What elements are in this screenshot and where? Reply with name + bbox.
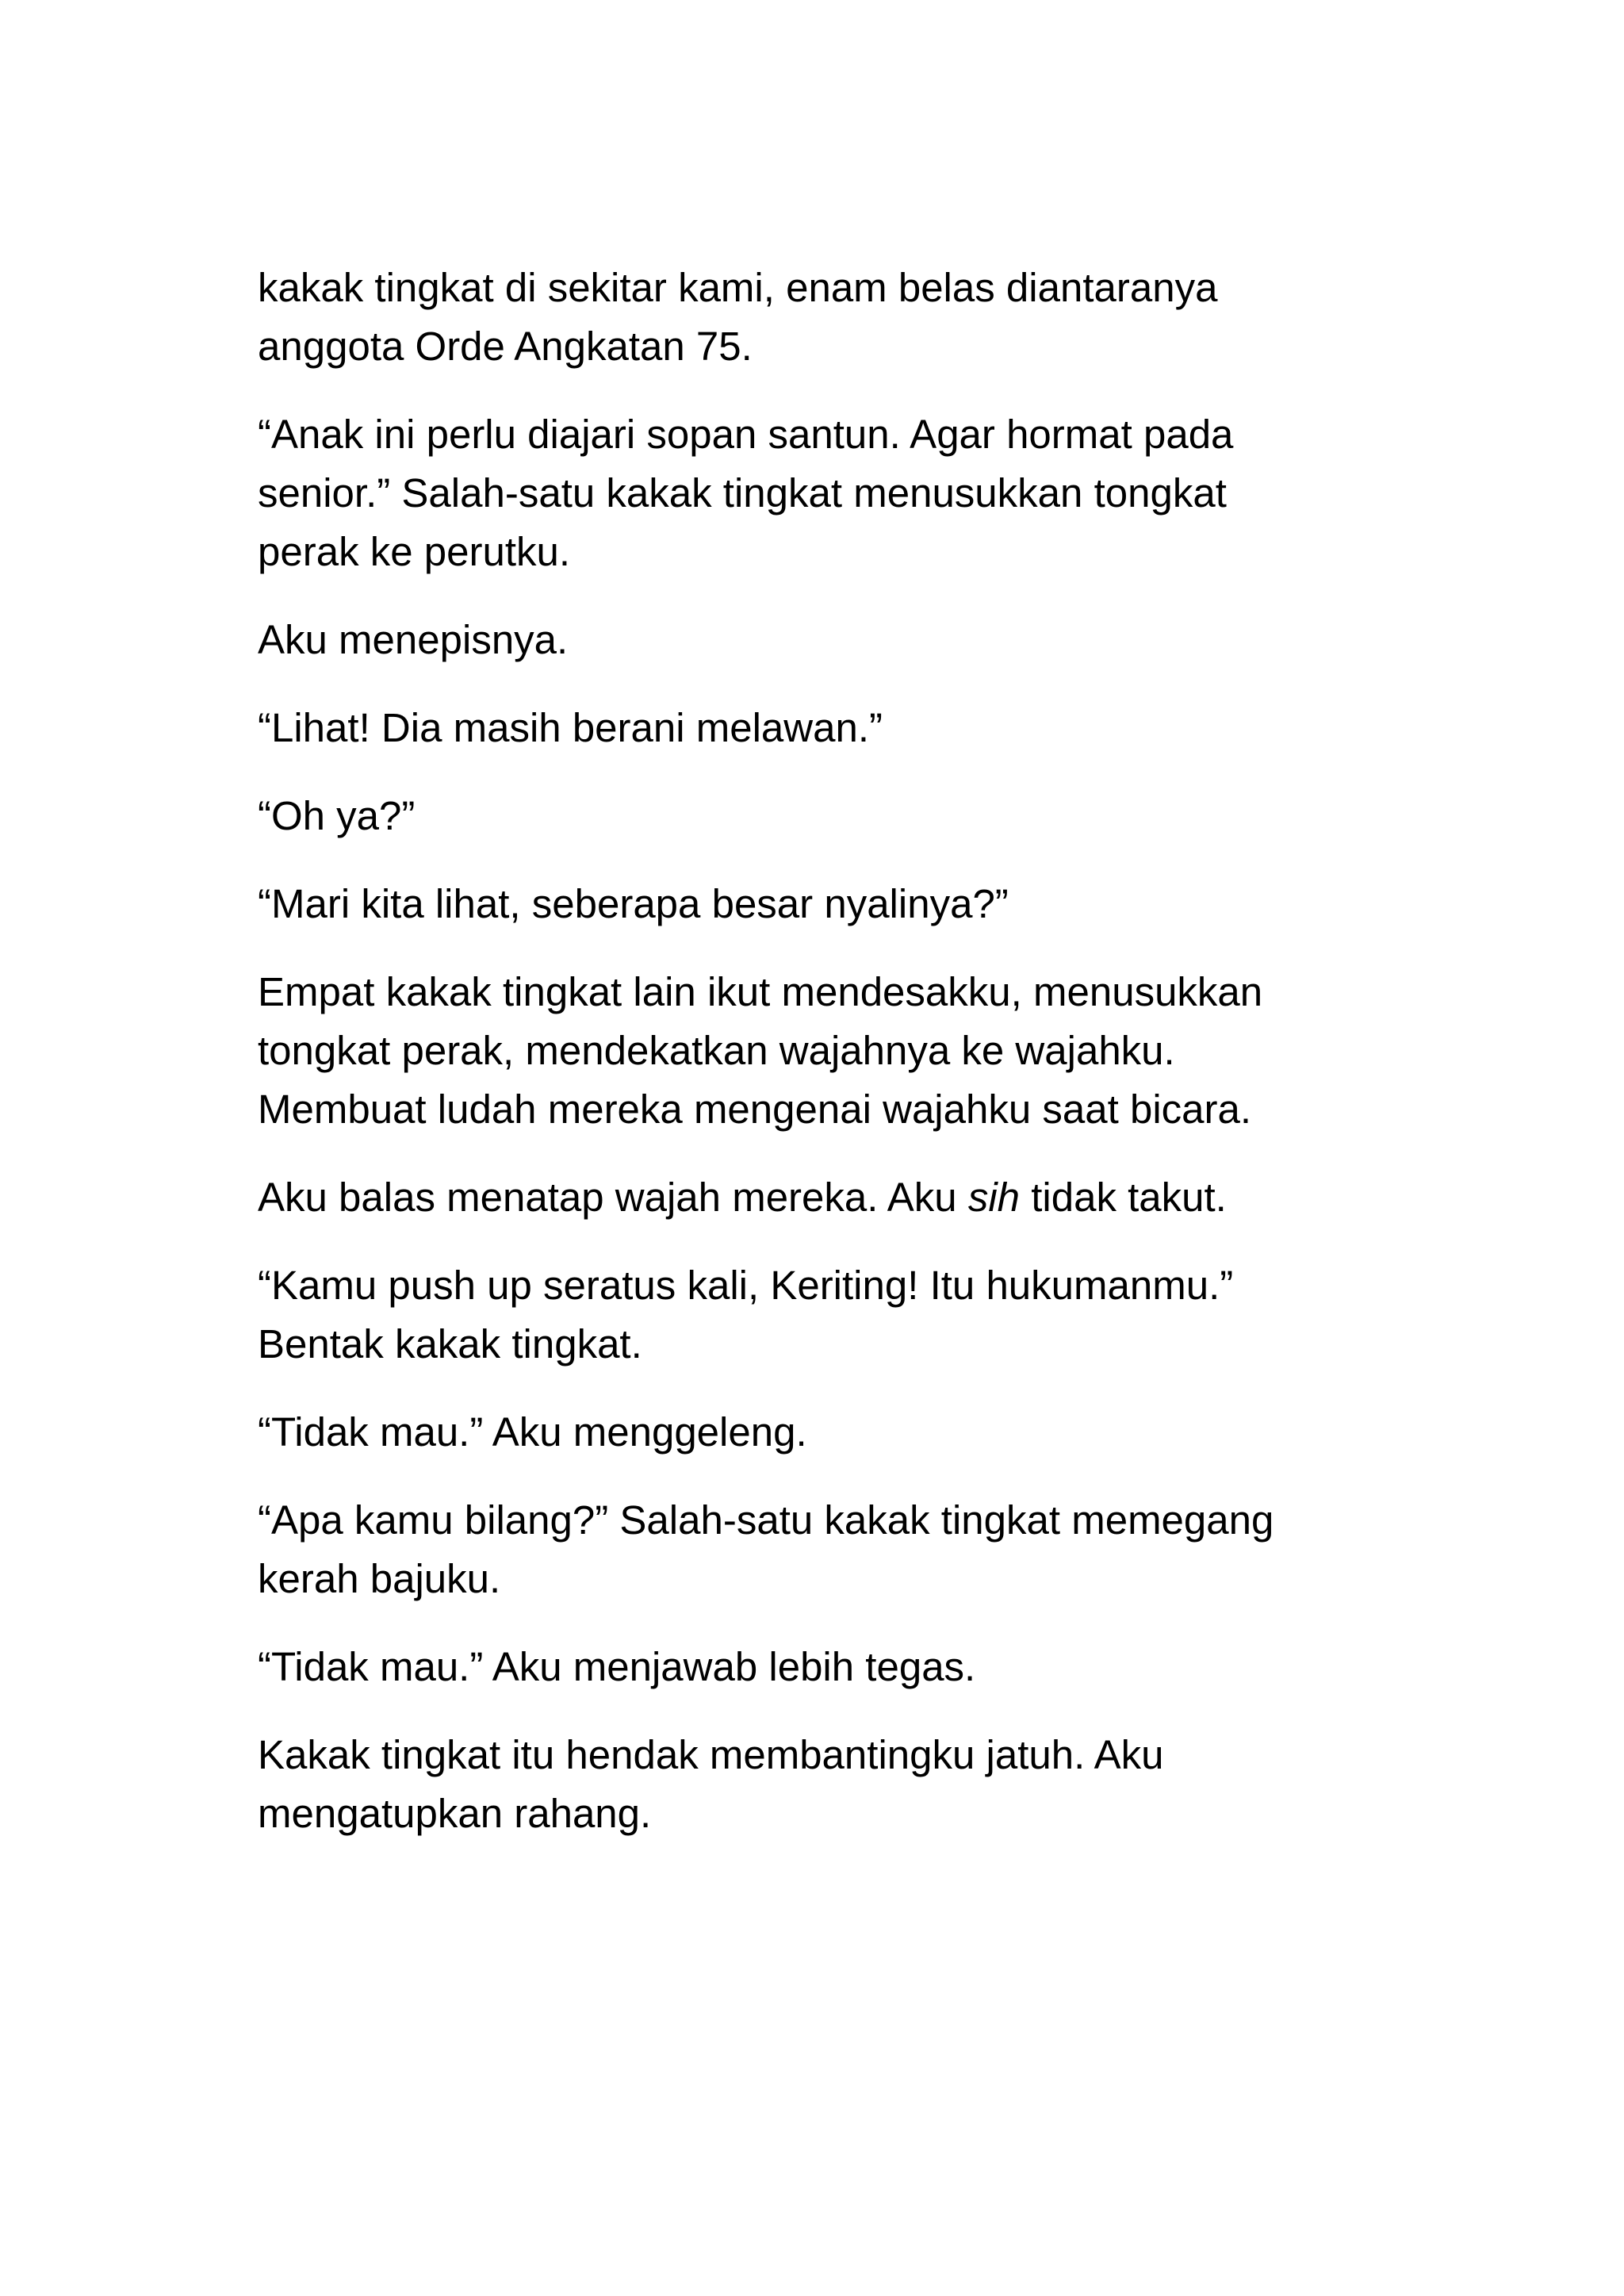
text-segment: Aku balas menatap wajah mereka. Aku [258, 1175, 968, 1220]
text-line: “Lihat! Dia masih berani melawan.” [258, 705, 883, 750]
text-segment: tidak takut. [1020, 1175, 1227, 1220]
text-line: “Apa kamu bilang?” Salah-satu kakak tingkat memegang [258, 1497, 1274, 1543]
paragraph [258, 875, 1415, 933]
text-line: “Anak ini perlu diajari sopan santun. Agar hormat pada [258, 412, 1234, 457]
italic-word: sih [967, 1175, 1021, 1220]
text-line: Empat kakak tingkat lain ikut mendesakku, menusukkan [258, 969, 1263, 1014]
paragraph [258, 611, 1415, 669]
document-body [258, 259, 1415, 1872]
text-line: “Tidak mau.” Aku menjawab lebih tegas. [258, 1644, 976, 1689]
paragraph [258, 1403, 1415, 1462]
paragraph [258, 1726, 1415, 1843]
text-line: anggota Orde Angkatan 75. [258, 324, 753, 369]
text-line: “Mari kita lihat, seberapa besar nyalinya?” [258, 881, 1009, 926]
paragraph [258, 405, 1415, 581]
paragraph [258, 1491, 1415, 1608]
text-line: “Tidak mau.” Aku menggeleng. [258, 1409, 807, 1455]
paragraph [258, 787, 1415, 845]
text-line: Bentak kakak tingkat. [258, 1321, 642, 1366]
text-line: “Oh ya?” [258, 793, 416, 838]
text-line: perak ke perutku. [258, 529, 571, 574]
paragraph [258, 1638, 1415, 1696]
text-line: Kakak tingkat itu hendak membantingku jatuh. Aku [258, 1732, 1164, 1777]
text-line: mengatupkan rahang. [258, 1791, 652, 1836]
paragraph [258, 259, 1415, 376]
paragraph [258, 1256, 1415, 1374]
text-line: kakak tingkat di sekitar kami, enam belas diantaranya [258, 265, 1218, 310]
paragraph [258, 1168, 1415, 1227]
text-line: “Kamu push up seratus kali, Keriting! Itu hukumanmu.” [258, 1263, 1234, 1308]
text-line: senior.” Salah-satu kakak tingkat menusukkan tongkat [258, 470, 1227, 516]
text-line: tongkat perak, mendekatkan wajahnya ke wajahku. [258, 1028, 1175, 1073]
paragraph [258, 699, 1415, 757]
text-line: Membuat ludah mereka mengenai wajahku saat bicara. [258, 1087, 1252, 1132]
paragraph [258, 963, 1415, 1139]
text-line: Aku menepisnya. [258, 617, 569, 662]
text-line: kerah bajuku. [258, 1556, 501, 1601]
